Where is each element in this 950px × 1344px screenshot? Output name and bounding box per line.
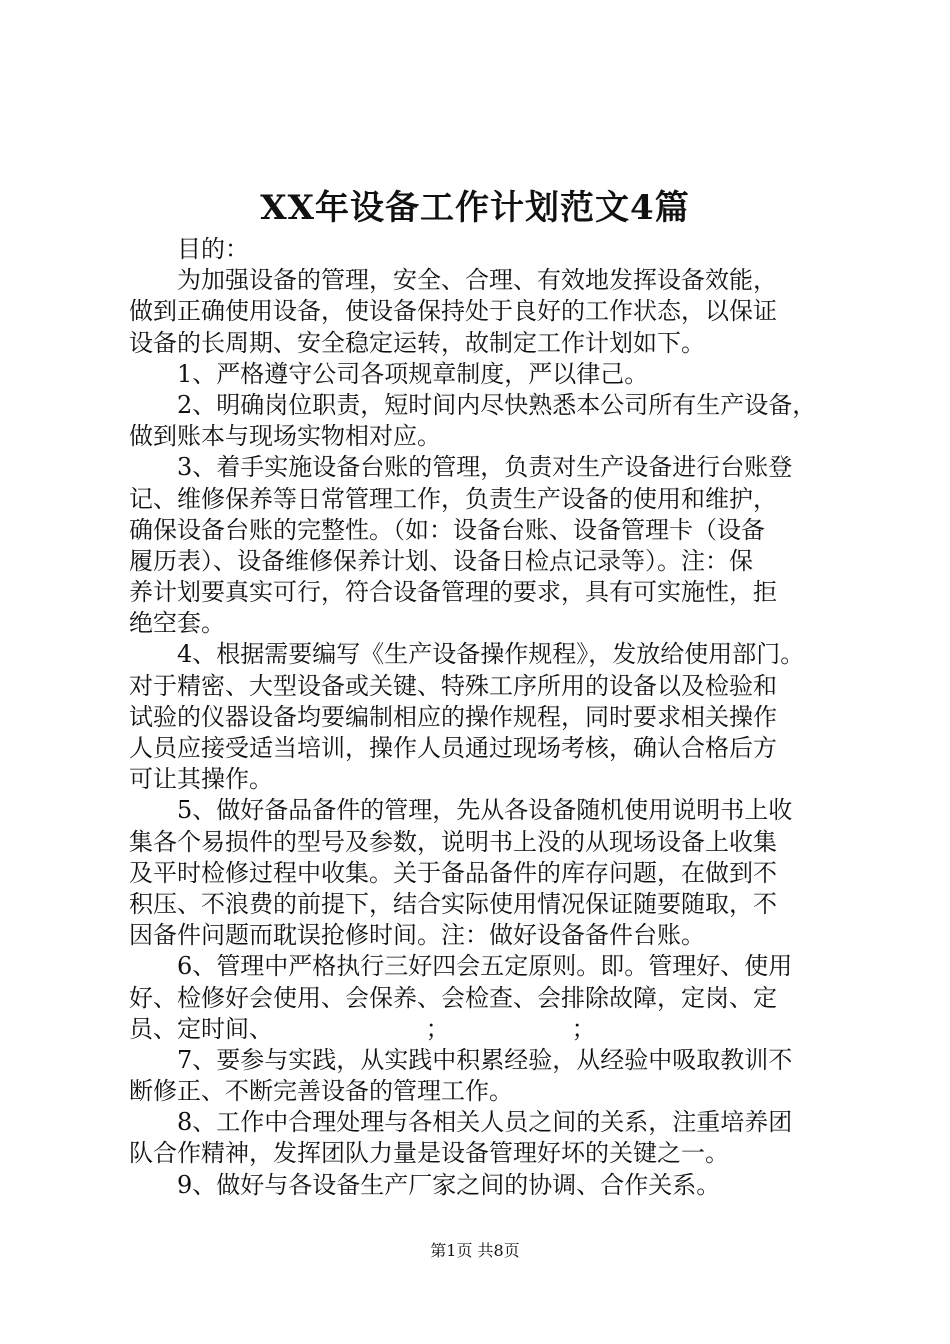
text-line: 试验的仪器设备均要编制相应的操作规程，同时要求相关操作 — [129, 702, 777, 731]
text-line: 绝空套。 — [129, 609, 225, 638]
text-line: 队合作精神，发挥团队力量是设备管理好坏的关键之一。 — [129, 1139, 729, 1168]
text-line: 7、要参与实践，从实践中积累经验，从经验中吸取教训不 — [177, 1045, 793, 1074]
text-line: 可让其操作。 — [129, 765, 273, 794]
text-line: 3、着手实施设备台账的管理，负责对生产设备进行台账登 — [177, 453, 793, 482]
text-line: 确保设备台账的完整性。（如：设备台账、设备管理卡（设备 — [129, 515, 765, 544]
text-line: 因备件问题而耽误抢修时间。注：做好设备备件台账。 — [129, 921, 705, 950]
text-line: 5、做好备品备件的管理，先从各设备随机使用说明书上收 — [177, 796, 793, 825]
text-line: 8、工作中合理处理与各相关人员之间的关系，注重培养团 — [177, 1108, 793, 1137]
text-line: 断修正、不断完善设备的管理工作。 — [129, 1077, 513, 1106]
text-line: 4、根据需要编写《生产设备操作规程》，发放给使用部门。 — [177, 640, 805, 669]
text-line: 人员应接受适当培训，操作人员通过现场考核，确认合格后方 — [129, 734, 777, 762]
text-line: 目的： — [177, 235, 249, 263]
text-line: 6、管理中严格执行三好四会五定原则。即。管理好、使用 — [177, 952, 793, 981]
page-footer: 第1页 共8页 — [430, 1241, 520, 1260]
text-line: 9、做好与各设备生产厂家之间的协调、合作关系。 — [177, 1170, 721, 1199]
text-line: 做到正确使用设备，使设备保持处于良好的工作状态，以保证 — [129, 297, 777, 326]
text-line: 好、检修好会使用、会保养、会检查、会排除故障，定岗、定 — [129, 983, 777, 1012]
text-line: 2、明确岗位职责，短时间内尽快熟悉本公司所有生产设备， — [177, 390, 817, 419]
text-line: 设备的长周期、安全稳定运转，故制定工作计划如下。 — [129, 328, 705, 357]
text-line: 集各个易损件的型号及参数，说明书上没的从现场设备上收集 — [129, 827, 777, 856]
text-line: 履历表）、设备维修保养计划、设备日检点记录等）。注：保 — [129, 546, 753, 575]
text-line: 积压、不浪费的前提下，结合实际使用情况保证随要随取，不 — [129, 889, 777, 918]
text-line: 养计划要真实可行，符合设备管理的要求，具有可实施性，拒 — [129, 578, 777, 607]
document-body — [129, 234, 829, 1201]
text-line: 及平时检修过程中收集。关于备品备件的库存问题，在做到不 — [129, 858, 777, 887]
text-line: 做到账本与现场实物相对应。 — [129, 422, 441, 451]
document-title: XX年设备工作计划范文4篇 — [260, 188, 690, 228]
text-line: 记、维修保养等日常管理工作，负责生产设备的使用和维护， — [129, 484, 777, 513]
text-line: 为加强设备的管理，安全、合理、有效地发挥设备效能， — [177, 266, 777, 295]
text-line: 对于精密、大型设备或关键、特殊工序所用的设备以及检验和 — [129, 671, 777, 700]
text-line: 1、严格遵守公司各项规章制度，严以律己。 — [177, 359, 649, 388]
text-line: 员、定时间、 ； ； — [129, 1014, 596, 1043]
